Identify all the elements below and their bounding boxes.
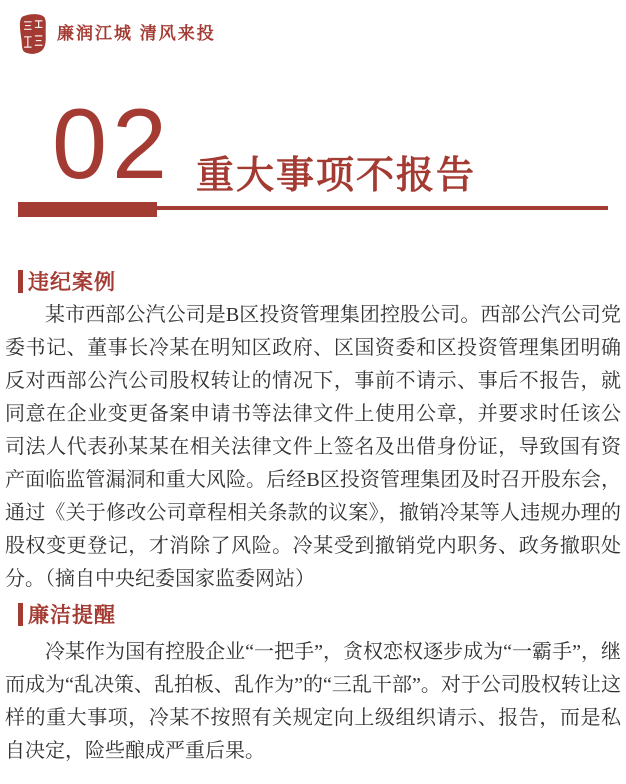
heading-tick-icon [18,270,23,293]
page-title: 重大事项不报告 [196,155,477,197]
divider-rule [157,206,608,210]
section-heading-case [18,266,116,296]
section-heading-reminder [18,599,116,629]
reminder-paragraph: 冷某作为国有控股企业“一把手”，贪权恋权逐步成为“一霸手”，继而成为“乱决策、乱拍板、乱作为”的“三乱干部”。对于公司股权转让这样的重大事项，冷某不按照有关规定向上级组织请示、报告，而是私自决定，险些酿成严重后果。 [5,641,621,762]
section-heading-label: 廉洁提醒 [28,604,116,627]
divider-block [18,202,157,217]
section-heading-label: 违纪案例 [28,271,116,294]
heading-tick-icon [18,603,23,626]
brand-header [18,13,216,55]
case-paragraph: 某市西部公汽公司是B区投资管理集团控股公司。西部公汽公司党委书记、董事长冷某在明知区政府、区国资委和区投资管理集团明确反对西部公汽公司股权转让的情况下，事前不请示、事后不报告，就同意在企业变更备案申请书等法律文件上使用公章，并要求时任该公司法人代表孙某某在相关法律文件上签名及出借身份证，导致国有资产面临监管漏洞和重大风险。后经B区投资管理集团及时召开股东会，通过《关于修改公司章程相关条款的议案》，撤销冷某等人违规办理的股权变更登记，才消除了风险。冷某受到撤销党内职务、政务撤职处分。（摘自中央纪委国家监委网站） [5,304,621,590]
section-number: 02 [52,88,173,199]
brand-title: 廉润江城 清风来投 [57,24,216,43]
red-seal-stamp-icon [18,13,48,55]
